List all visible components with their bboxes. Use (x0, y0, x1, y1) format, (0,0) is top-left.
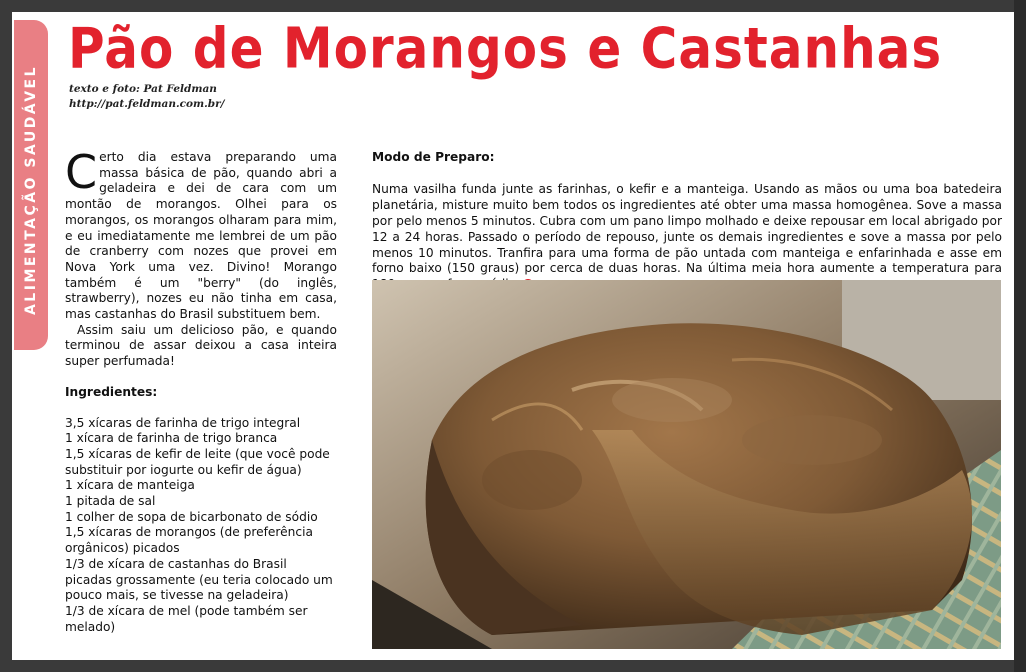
list-item: 1/3 de xícara de castanhas do Brasil picadas grossamente (eu teria colocado um pouco mais, se tivesse na geladeira) (65, 556, 333, 603)
byline (69, 82, 224, 112)
intro-paragraph-1 (65, 145, 337, 323)
list-item: 1 xícara de farinha de trigo branca (65, 431, 278, 446)
left-column (65, 145, 337, 635)
bread-loaf-image (372, 280, 1001, 649)
method-heading: Modo de Preparo: (372, 150, 495, 164)
magazine-page (12, 12, 1014, 660)
byline-url: http://pat.feldman.com.br/ (69, 98, 225, 110)
list-item: 1,5 xícaras de morangos (de preferência orgânicos) picados (65, 525, 313, 556)
list-item: 1,5 xícaras de kefir de leite (que você pode substituir por iogurte ou kefir de água) (65, 446, 330, 477)
list-item: 1 pitada de sal (65, 494, 156, 509)
method-paragraph (372, 182, 1002, 293)
page-frame-right (1014, 0, 1026, 672)
intro-paragraph-2: Assim saiu um delicioso pão, e quando terminou de assar deixou a casa inteira super perfumada! (65, 322, 337, 369)
list-item: 1 xícara de manteiga (65, 478, 195, 493)
list-item: 3,5 xícaras de farinha de trigo integral (65, 415, 301, 430)
method-text: Numa vasilha funda junte as farinhas, o kefir e a manteiga. Usando as mãos ou uma boa batedeira planetária, misture muito bem todos os ingredientes até obter uma massa homogênea. Sove a massa por pelo menos 5 minutos. Cubra com um pano limpo molhado e deixe repousar em local abrigado por 12 a 24 horas. Passado o período de repouso, junte os demais ingredientes e sove a massa por pelo menos 10 minutos. Tranfira para uma forma de pão untada com manteiga e enfarinhada e asse em forno baixo (150 graus) por cerca de duas horas. Na última meia hora aumente a temperatura para (372, 181, 1002, 276)
section-tab-label: ALIMENTAÇÃO SAUDÁVEL (23, 64, 39, 316)
byline-credit: texto e foto: Pat Feldman (69, 83, 217, 95)
ingredients-heading: Ingredientes: (65, 384, 158, 399)
ingredients-list (65, 416, 337, 636)
section-tab (14, 20, 48, 350)
list-item: 1/3 de xícara de mel (pode também ser melado) (65, 603, 308, 634)
bread-photo (372, 280, 1001, 649)
intro-text-1: erto dia estava preparando uma massa básica de pão, quando abri a geladeira e dei de cara com um montão de morangos. Olhei para os morangos, os morangos olharam para mim, e eu imediatamente me lembrei de um pão de cranberry com nozes que provei em Nova York uma vez. Divino! Morango também é um "berry" (do inglês, strawberry), nozes eu não tinha em casa, mas castanhas do Brasil substituem bem. (65, 150, 337, 322)
drop-cap: C (65, 145, 98, 199)
article-title: Pão de Morangos e Castanhas (68, 16, 943, 81)
right-column (372, 150, 1002, 293)
list-item: 1 colher de sopa de bicarbonato de sódio (65, 509, 318, 524)
